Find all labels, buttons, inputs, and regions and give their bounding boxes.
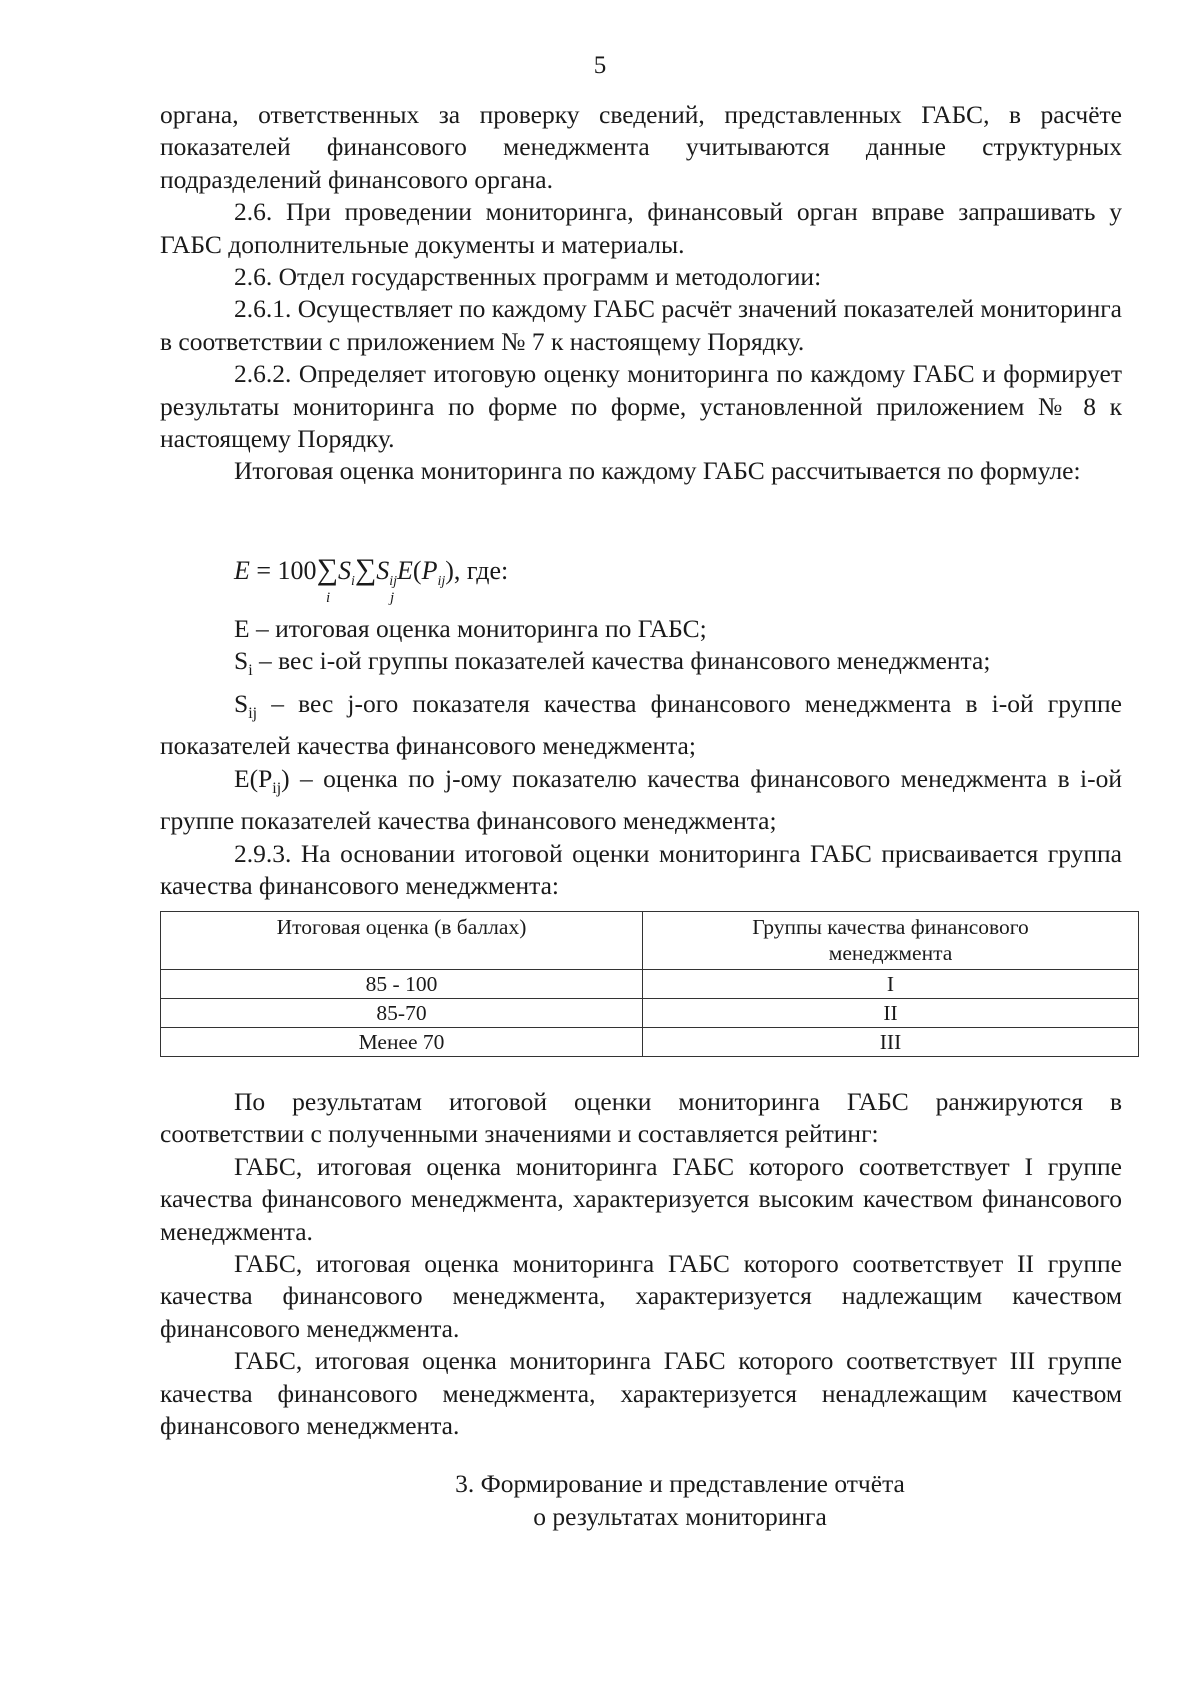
definition-e: Е – итоговая оценка мониторинга по ГАБС;	[234, 614, 707, 643]
sum-index-j: j	[390, 590, 395, 606]
sum-index-i: i	[326, 590, 331, 606]
sum-sign-i: ∑	[316, 553, 338, 586]
table-header-group: Группы качества финансового менеджмента	[643, 912, 1139, 970]
paragraph-continuation: органа, ответственных за проверку сведений, представленных ГАБС, в расчёте показателей финансового менеджмента учитываются данные структурных подразделений финансового органа.	[160, 100, 1122, 194]
paragraph-group-1: ГАБС, итоговая оценка мониторинга ГАБС которого соответствует I группе качества финансового менеджмента, характеризуется высоким качеством финансового менеджмента.	[160, 1151, 1122, 1246]
table-header-row	[161, 912, 1139, 970]
paragraph-2-9-3: 2.9.3. На основании итоговой оценки мониторинга ГАБС присваивается группа качества финансового менеджмента:	[160, 838, 1122, 901]
table-cell-group: I	[643, 970, 1139, 999]
definition-epij: $E(P_{ij})$ – оценка по j-ому показателю качества финансового менеджмента в i-ой группе показателей качества финансового менеджмента;	[160, 763, 1122, 836]
table-cell-group: II	[643, 999, 1139, 1028]
table-cell-score: 85 - 100	[161, 970, 643, 999]
heading-line-2: о результатах мониторинга	[533, 1502, 827, 1531]
table-cell-score: 85-70	[161, 999, 643, 1028]
paragraph-ranking: По результатам итоговой оценки мониторинга ГАБС ранжируются в соответствии с полученными значениями и составляется рейтинг:	[160, 1087, 1122, 1149]
paragraph-2-6-a: 2.6. При проведении мониторинга, финансовый орган вправе запрашивать у ГАБС дополнительные документы и материалы.	[160, 197, 1122, 259]
text-block-top	[160, 99, 1122, 488]
page-number: 5	[593, 52, 607, 79]
table-row	[161, 999, 1139, 1028]
sum-sign-j: ∑	[354, 553, 377, 586]
paragraph-group-3: ГАБС, итоговая оценка мониторинга ГАБС которого соответствует III группе качества финансового менеджмента, характеризуется ненадлежащим качеством финансового менеджмента.	[160, 1346, 1122, 1441]
table-header-score: Итоговая оценка (в баллах)	[161, 912, 643, 970]
definition-sij: $S_{ij}$ – вес j-ого показателя качества финансового менеджмента в i-ой группе показателей качества финансового менеджмента;	[160, 688, 1122, 761]
quality-group-table	[160, 911, 1139, 1057]
formula: $E = 100\sum S_i\sum S_{ij}E(P_{ij})$, где:	[234, 553, 509, 590]
definition-si: $S_i$ – вес i-ой группы показателей качества финансового менеджмента;	[234, 646, 991, 680]
section-3-heading	[400, 1467, 960, 1533]
paragraph-formula-intro: Итоговая оценка мониторинга по каждому ГАБС рассчитывается по формуле:	[234, 456, 1081, 486]
ranking-block	[160, 1086, 1122, 1442]
table-row	[161, 1028, 1139, 1057]
paragraph-2-6-1: 2.6.1. Осуществляет по каждому ГАБС расчёт значений показателей мониторинга в соответствии с приложением № 7 к настоящему Порядку.	[160, 294, 1122, 356]
table-row	[161, 970, 1139, 999]
heading-line-1: 3. Формирование и представление отчёта	[455, 1469, 905, 1498]
definitions-block	[160, 613, 1122, 903]
paragraph-2-6-b: 2.6. Отдел государственных программ и методологии:	[234, 262, 822, 292]
table-cell-score: Менее 70	[161, 1028, 643, 1057]
table-cell-group: III	[643, 1028, 1139, 1057]
paragraph-2-6-2: 2.6.2. Определяет итоговую оценку мониторинга по каждому ГАБС и формирует результаты мониторинга по форме по форме, установленной приложением № 8 к настоящему Порядку.	[160, 359, 1122, 454]
paragraph-group-2: ГАБС, итоговая оценка мониторинга ГАБС которого соответствует II группе качества финансового менеджмента, характеризуется надлежащим качеством финансового менеджмента.	[160, 1249, 1122, 1343]
